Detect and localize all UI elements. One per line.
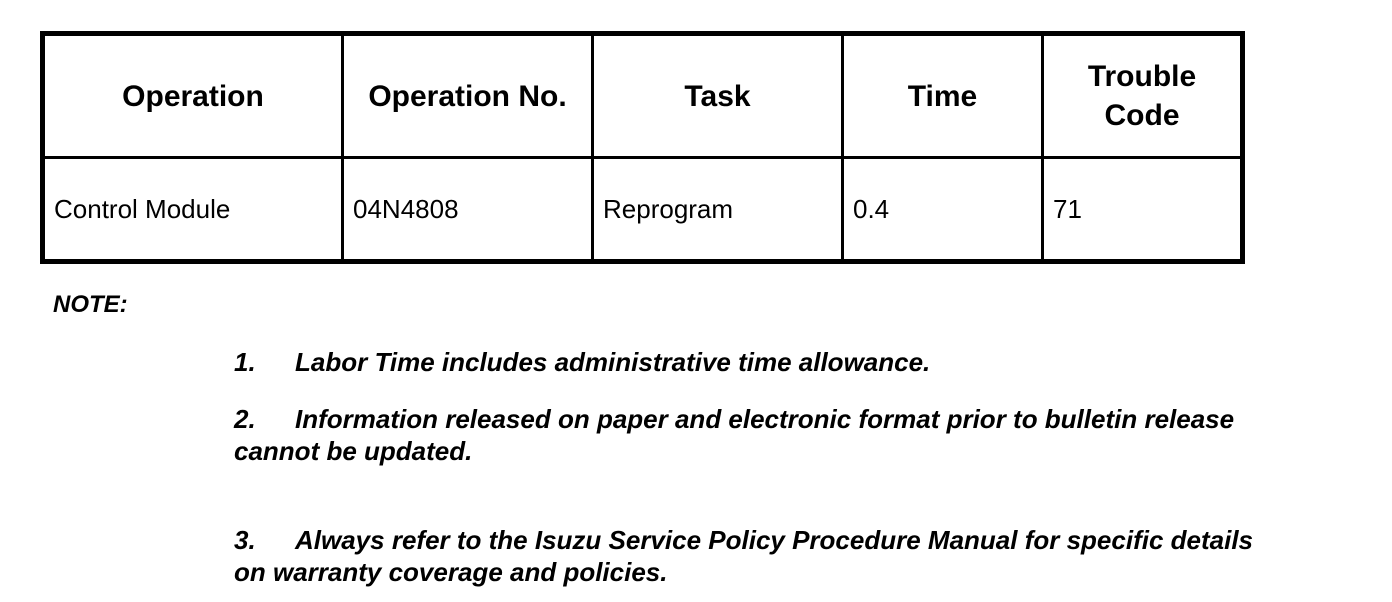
table-header-row xyxy=(43,34,1243,158)
note-item xyxy=(234,403,1254,467)
note-item-number: 3. xyxy=(234,525,256,555)
note-label: NOTE: xyxy=(53,291,128,318)
note-item-number: 1. xyxy=(234,347,256,377)
note-item xyxy=(234,524,1254,588)
cell-operation-no: 04N4808 xyxy=(343,158,593,262)
note-item-text: Labor Time includes administrative time allowance. xyxy=(295,347,931,377)
cell-task: Reprogram xyxy=(593,158,843,262)
cell-trouble-code: 71 xyxy=(1043,158,1243,262)
header-operation: Operation xyxy=(43,34,343,158)
note-item xyxy=(234,346,1254,378)
header-time: Time xyxy=(843,34,1043,158)
header-operation-no: Operation No. xyxy=(343,34,593,158)
header-task: Task xyxy=(593,34,843,158)
header-trouble-code: Trouble Code xyxy=(1043,34,1243,158)
note-item-text: Always refer to the Isuzu Service Policy Procedure Manual for specific details on warranty coverage and policies. xyxy=(234,525,1254,587)
cell-time: 0.4 xyxy=(843,158,1043,262)
note-item-number: 2. xyxy=(234,404,256,434)
table-row xyxy=(43,158,1243,262)
cell-operation: Control Module xyxy=(43,158,343,262)
labor-operation-table xyxy=(40,31,1245,264)
note-item-text: Information released on paper and electronic format prior to bulletin release cannot be updated. xyxy=(234,404,1235,466)
